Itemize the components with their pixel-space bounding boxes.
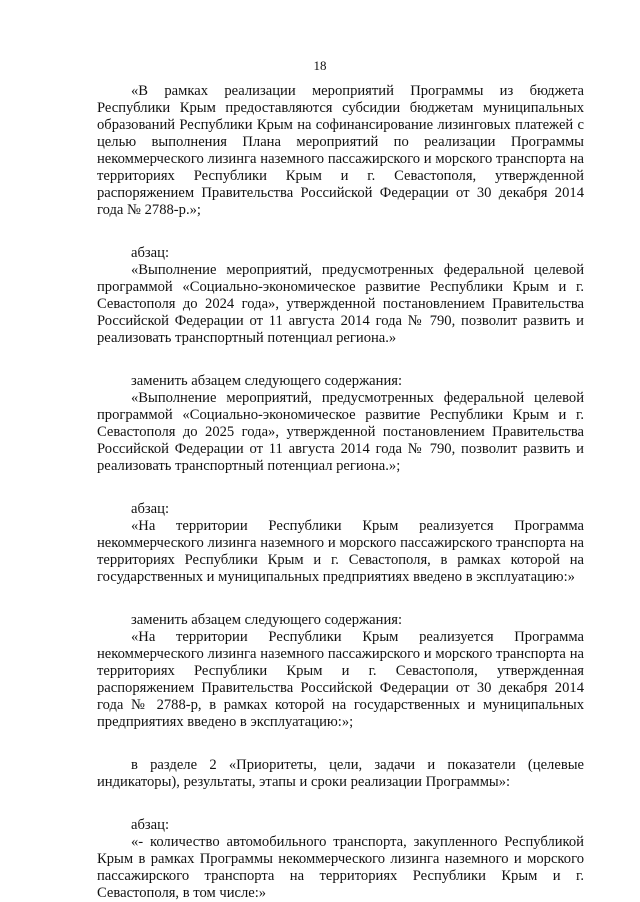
paragraph-new-leasing: «На территории Республики Крым реализуется Программа некоммерческого лизинга наземного пассажирского и морского транспорта на территориях Республики Крым и г. Севастополя, утвержденная распоряжением Правительства Российской Федерации от 30 декабря 2014 года № 2788-р, в рамках которой на государственных и муниципальных предприятиях введено в эксплуатацию:»; (97, 629, 584, 730)
paragraph-new-2025: «Выполнение мероприятий, предусмотренных федеральной целевой программой «Социально-экономическое развитие Республики Крым и г. Севастополя до 2025 года», утвержденной постановлением Правительства Российской Федерации от 11 августа 2014 года № 790, позволит развить и реализовать транспортный потенциал региона.»; (97, 390, 584, 474)
paragraph-section-2: в разделе 2 «Приоритеты, цели, задачи и показатели (целевые индикаторы), результаты, этапы и сроки реализации Программы»: (97, 757, 584, 790)
document-body (97, 83, 584, 902)
label-paragraph-2: абзац: (131, 501, 170, 517)
label-paragraph-3: абзац: (131, 817, 170, 833)
label-replace-1: заменить абзацем следующего содержания: (131, 373, 403, 389)
paragraph-transport-count: «- количество автомобильного транспорта, закупленного Республикой Крым в рамках Программы некоммерческого лизинга наземного и морского пассажирского транспорта на территориях Республики Крым и г. Севастополя, в том числе:» (97, 834, 584, 901)
paragraph-subsidies: «В рамках реализации мероприятий Программы из бюджета Республики Крым предоставляются субсидии бюджетам муниципальных образований Республики Крым на софинансирование лизинговых платежей с целью выполнения Плана мероприятий по реализации Программы некоммерческого лизинга наземного пассажирского и морского транспорта на территориях Республики Крым и г. Севастополя, утвержденной распоряжением Правительства Российской Федерации от 30 декабря 2014 года № 2788-р.»; (97, 83, 584, 218)
paragraph-old-leasing: «На территории Республики Крым реализуется Программа некоммерческого лизинга наземного и морского пассажирского транспорта на территориях Республики Крым и г. Севастополя, в рамках которой на государственных и муниципальных предприятиях введено в эксплуатацию:» (97, 518, 584, 585)
paragraph-old-2024: «Выполнение мероприятий, предусмотренных федеральной целевой программой «Социально-экономическое развитие Республики Крым и г. Севастополя до 2024 года», утвержденной постановлением Правительства Российской Федерации от 11 августа 2014 года № 790, позволит развить и реализовать транспортный потенциал региона.» (97, 262, 584, 346)
label-replace-2: заменить абзацем следующего содержания: (131, 612, 403, 628)
page-number: 18 (313, 58, 327, 73)
label-paragraph-1: абзац: (131, 245, 170, 261)
